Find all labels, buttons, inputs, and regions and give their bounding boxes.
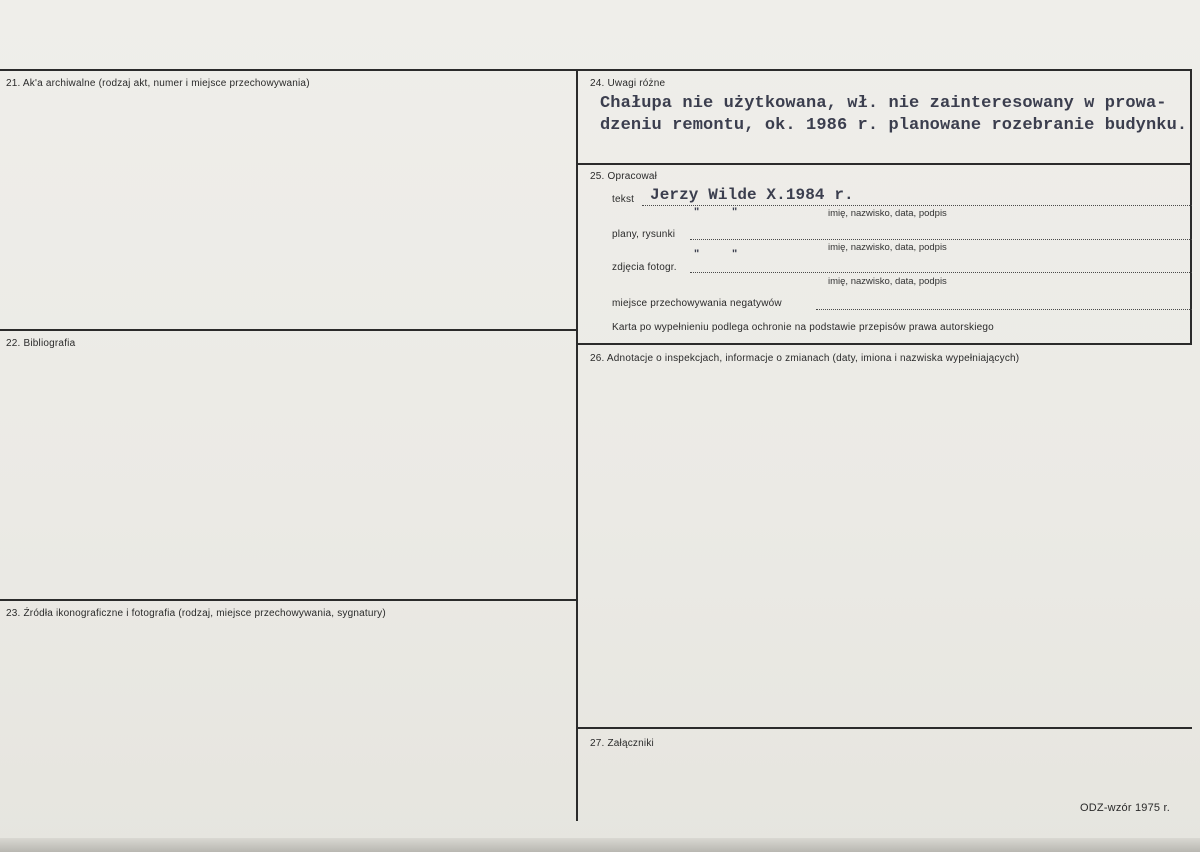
- negatives-dotted-line: [816, 309, 1192, 310]
- text-dotted-line: [642, 205, 1192, 206]
- section-22-label: 22. Bibliografia: [6, 338, 76, 349]
- copyright-note: Karta po wypełnieniu podlega ochronie na podstawie przepisów prawa autorskiego: [612, 322, 994, 333]
- ditto-mark-2b: ": [732, 248, 738, 260]
- photos-caption: imię, nazwisko, data, podpis: [828, 276, 947, 287]
- remarks-line-2: dzeniu remontu, ok. 1986 r. planowane rozebranie budynku.: [600, 116, 1188, 135]
- section-23-label: 23. Źródła ikonograficzne i fotografia (rodzaj, miejsce przechowywania, sygnatury): [6, 608, 386, 619]
- plans-caption: imię, nazwisko, data, podpis: [828, 242, 947, 253]
- center-divider: [576, 69, 578, 821]
- plans-dotted-line: [690, 239, 1192, 240]
- text-value: Jerzy Wilde X.1984 r.: [650, 186, 854, 204]
- top-rule: [0, 69, 1192, 71]
- ditto-mark-1a: ": [694, 206, 700, 218]
- section-24-label: 24. Uwagi różne: [590, 78, 666, 89]
- ditto-mark-2a: ": [694, 248, 700, 260]
- photos-dotted-line: [690, 272, 1192, 273]
- section-27-label: 27. Załączniki: [590, 738, 654, 749]
- negatives-label: miejsce przechowywania negatywów: [612, 298, 782, 309]
- form-id: ODZ-wzór 1975 r.: [1080, 802, 1171, 814]
- rule-25-26: [578, 343, 1192, 345]
- ditto-mark-1b: ": [732, 206, 738, 218]
- section-26-label: 26. Adnotacje o inspekcjach, informacje o zmianach (daty, imiona i nazwiska wypełniających): [590, 353, 1020, 364]
- photos-label: zdjęcia fotogr.: [612, 262, 677, 273]
- remarks-line-1: Chałupa nie użytkowana, wł. nie zainteresowany w prowa-: [600, 94, 1167, 113]
- section-21-label: 21. Ak'a archiwalne (rodzaj akt, numer i miejsce przechowywania): [6, 78, 310, 89]
- rule-21-22: [0, 329, 578, 331]
- text-caption: imię, nazwisko, data, podpis: [828, 208, 947, 219]
- plans-label: plany, rysunki: [612, 229, 676, 240]
- rule-22-23: [0, 599, 578, 601]
- section-25-label: 25. Opracował: [590, 171, 658, 182]
- bottom-edge-shadow: [0, 838, 1200, 852]
- right-border: [1190, 69, 1192, 345]
- rule-24-25: [578, 163, 1192, 165]
- rule-26-27: [578, 727, 1192, 729]
- text-label: tekst: [612, 194, 635, 205]
